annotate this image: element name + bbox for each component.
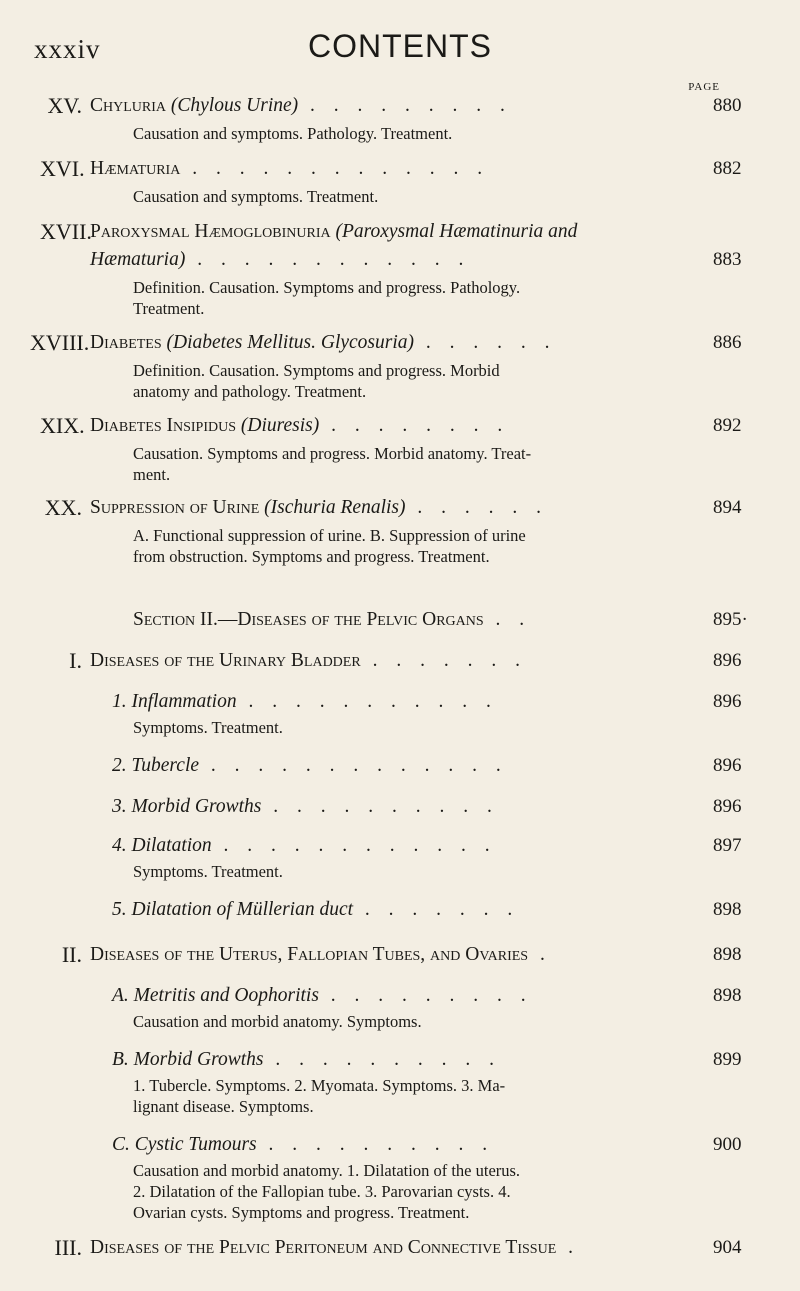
leader-dots: . . . . . . . . . . . bbox=[236, 691, 498, 712]
subsection-number: III. bbox=[54, 1235, 82, 1260]
page-number: 896 bbox=[713, 650, 742, 671]
item-description: lignant disease. Symptoms. bbox=[133, 1097, 314, 1116]
item-description: 1. Tubercle. Symptoms. 2. Myomata. Symptoms. 3. Ma- bbox=[133, 1076, 506, 1095]
toc-item-metritis bbox=[0, 981, 800, 1031]
entry-description: Definition. Causation. Symptoms and progress. Pathology. bbox=[133, 278, 521, 297]
entry-description: Definition. Causation. Symptoms and progress. Morbid bbox=[133, 361, 500, 380]
entry-title: Suppression of Urine bbox=[90, 497, 260, 518]
entry-number: XIX. bbox=[40, 413, 85, 438]
item-label: 5. Dilatation of Müllerian duct bbox=[112, 899, 354, 920]
entry-number: XVII. bbox=[40, 219, 92, 244]
page-number: 895· bbox=[713, 609, 748, 630]
entry-subtitle: (Diabetes Mellitus. Glycosuria) bbox=[166, 332, 415, 353]
toc-entry-xix bbox=[0, 411, 800, 484]
page-number: 896 bbox=[713, 796, 742, 817]
page-number: 896 bbox=[713, 691, 742, 712]
toc-subsection-ii bbox=[0, 940, 800, 970]
leader-dots: . . . . . . . . . . bbox=[261, 796, 499, 817]
leader-dots: . . . . . . . . . bbox=[318, 985, 533, 1006]
leader-dots: . . . . . . . . . . bbox=[256, 1134, 495, 1155]
toc-item-morbid-growths-uterus bbox=[0, 1045, 800, 1116]
item-description: Causation and morbid anatomy. 1. Dilatation of the uterus. bbox=[133, 1161, 521, 1180]
entry-description: Causation and symptoms. Pathology. Treatment. bbox=[133, 124, 453, 143]
item-description: Symptoms. Treatment. bbox=[133, 718, 283, 737]
leader-dots: . . . . . . . bbox=[360, 650, 527, 671]
entry-title: Diabetes bbox=[90, 332, 162, 353]
item-description: 2. Dilatation of the Fallopian tube. 3. Parovarian cysts. 4. bbox=[133, 1182, 511, 1201]
entry-number: XVIII. bbox=[30, 330, 90, 355]
leader-dots: . . bbox=[483, 609, 532, 630]
page-number: 904 bbox=[713, 1237, 742, 1258]
page-number: 894 bbox=[713, 497, 742, 518]
toc-item-morbid-growths bbox=[0, 792, 800, 822]
leader-dots: . . . . . . bbox=[405, 497, 548, 518]
leader-dots: . . . . . . . . . . . . bbox=[185, 249, 471, 270]
entry-title: Chyluria bbox=[90, 95, 166, 116]
folio-number: xxxiv bbox=[34, 34, 101, 64]
item-label: 2. Tubercle bbox=[112, 755, 200, 776]
subsection-title: Diseases of the Urinary Bladder bbox=[90, 650, 361, 671]
entry-subtitle: (Ischuria Renalis) bbox=[264, 497, 406, 518]
entry-description: from obstruction. Symptoms and progress. Treatment. bbox=[133, 547, 490, 566]
item-description: Symptoms. Treatment. bbox=[133, 862, 283, 881]
toc-entry-xv bbox=[0, 91, 800, 143]
subsection-number: II. bbox=[61, 942, 82, 967]
toc-item-tubercle bbox=[0, 751, 800, 781]
entry-subtitle-continued: Hæmaturia) bbox=[90, 249, 186, 270]
entry-title: Hæmaturia bbox=[90, 158, 181, 179]
toc-entry-xvii bbox=[0, 217, 800, 318]
item-description: Ovarian cysts. Symptoms and progress. Treatment. bbox=[133, 1203, 470, 1222]
item-label: 3. Morbid Growths bbox=[112, 796, 262, 817]
page-header bbox=[0, 28, 800, 68]
page-number: 883 bbox=[713, 249, 742, 270]
page-number: 882 bbox=[713, 158, 742, 179]
page-number: 896 bbox=[713, 755, 742, 776]
leader-dots: . bbox=[528, 944, 552, 965]
item-label: 1. Inflammation bbox=[112, 691, 237, 712]
toc-item-mullerian-duct bbox=[0, 895, 800, 925]
entry-description: Causation. Symptoms and progress. Morbid anatomy. Treat- bbox=[133, 444, 532, 463]
subsection-title: Diseases of the Uterus, Fallopian Tubes, and Ovaries bbox=[90, 944, 529, 965]
entry-title: Paroxysmal Hæmoglobinuria bbox=[90, 221, 331, 242]
leader-dots: . . . . . . bbox=[414, 332, 557, 353]
leader-dots: . . . . . . . . . bbox=[298, 95, 512, 116]
item-label: 4. Dilatation bbox=[112, 835, 212, 856]
entry-subtitle: (Paroxysmal Hæmatinuria and bbox=[335, 221, 578, 242]
entry-number: XVI. bbox=[40, 156, 85, 181]
leader-dots: . . . . . . . . bbox=[319, 415, 510, 436]
page-number: 900 bbox=[713, 1134, 742, 1155]
page-number: 897 bbox=[713, 835, 742, 856]
entry-description: Treatment. bbox=[133, 299, 205, 318]
page-number: 899 bbox=[713, 1049, 742, 1070]
entry-description: anatomy and pathology. Treatment. bbox=[133, 382, 367, 401]
leader-dots: . . . . . . . bbox=[353, 899, 520, 920]
page-number: 898 bbox=[713, 985, 742, 1006]
entry-number: XX. bbox=[44, 495, 82, 520]
leader-dots: . . . . . . . . . . . . . bbox=[199, 755, 508, 776]
leader-dots: . bbox=[556, 1237, 580, 1258]
entry-title: Diabetes Insipidus bbox=[90, 415, 237, 436]
entry-subtitle: (Chylous Urine) bbox=[170, 95, 299, 116]
entry-description: A. Functional suppression of urine. B. Suppression of urine bbox=[133, 526, 526, 545]
entry-subtitle: (Diuresis) bbox=[240, 415, 320, 436]
leader-dots: . . . . . . . . . . . . bbox=[211, 835, 497, 856]
toc-subsection-i bbox=[0, 646, 800, 676]
leader-dots: . . . . . . . . . . . . . bbox=[180, 158, 490, 179]
page-number: 880 bbox=[713, 95, 742, 116]
item-label: A. Metritis and Oophoritis bbox=[112, 985, 319, 1006]
toc-item-inflammation bbox=[0, 687, 800, 737]
item-label: C. Cystic Tumours bbox=[112, 1134, 257, 1155]
toc-item-dilatation bbox=[0, 831, 800, 881]
toc-entry-xvi bbox=[0, 154, 800, 206]
page-number: 892 bbox=[713, 415, 742, 436]
entry-description: Causation and symptoms. Treatment. bbox=[133, 187, 379, 206]
toc-subsection-iii bbox=[0, 1233, 800, 1263]
toc-item-cystic-tumours bbox=[0, 1130, 800, 1222]
page-number: 886 bbox=[713, 332, 742, 353]
toc-entry-xviii bbox=[0, 328, 800, 401]
page-number: 898 bbox=[713, 944, 742, 965]
entry-number: XV. bbox=[47, 93, 82, 118]
subsection-title: Diseases of the Pelvic Peritoneum and Connective Tissue bbox=[90, 1237, 557, 1258]
section-heading bbox=[0, 605, 800, 635]
item-label: B. Morbid Growths bbox=[112, 1049, 264, 1070]
subsection-number: I. bbox=[69, 648, 82, 673]
entry-description: ment. bbox=[133, 465, 171, 484]
toc-entry-xx bbox=[0, 493, 800, 566]
item-description: Causation and morbid anatomy. Symptoms. bbox=[133, 1012, 422, 1031]
page-column-label: PAGE bbox=[688, 81, 720, 93]
running-title: CONTENTS bbox=[308, 28, 492, 64]
section-title: Section II.—Diseases of the Pelvic Organs bbox=[133, 609, 484, 630]
page-number: 898 bbox=[713, 899, 742, 920]
leader-dots: . . . . . . . . . . bbox=[263, 1049, 501, 1070]
